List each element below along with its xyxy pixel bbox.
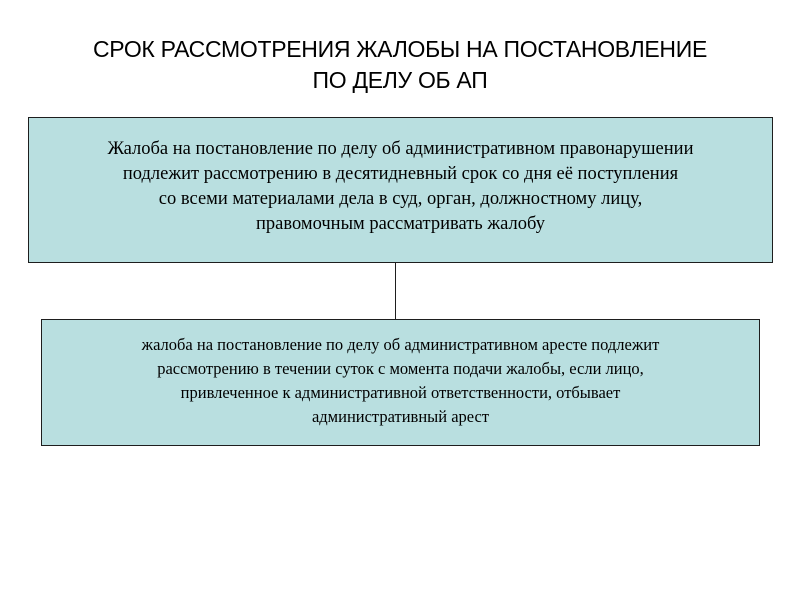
box-complaint-arrest-line-1: жалоба на постановление по делу об административном аресте подлежит — [141, 334, 660, 354]
slide-title-line-2: ПО ДЕЛУ ОБ АП — [312, 67, 488, 93]
box-complaint-arrest — [41, 319, 760, 446]
box-complaint-general-line-1: Жалоба на постановление по делу об административном правонарушении — [107, 139, 694, 159]
connector-line — [395, 263, 396, 319]
box-complaint-general-line-2: подлежит рассмотрению в десятидневный срок со дня её поступления — [122, 164, 679, 184]
box-complaint-general-line-3: со всеми материалами дела в суд, орган, должностному лицу, — [158, 189, 643, 209]
box-complaint-arrest-line-4: административный арест — [311, 406, 490, 426]
box-complaint-general-line-4: правомочным рассматривать жалобу — [256, 214, 545, 234]
box-complaint-arrest-line-2: рассмотрению в течении суток с момента подачи жалобы, если лицо, — [157, 358, 644, 378]
slide-title — [0, 34, 800, 96]
box-complaint-arrest-line-3: привлеченное к административной ответственности, отбывает — [180, 382, 621, 402]
slide-title-line-1: СРОК РАССМОТРЕНИЯ ЖАЛОБЫ НА ПОСТАНОВЛЕНИЕ — [93, 36, 707, 62]
box-complaint-general — [28, 117, 773, 263]
